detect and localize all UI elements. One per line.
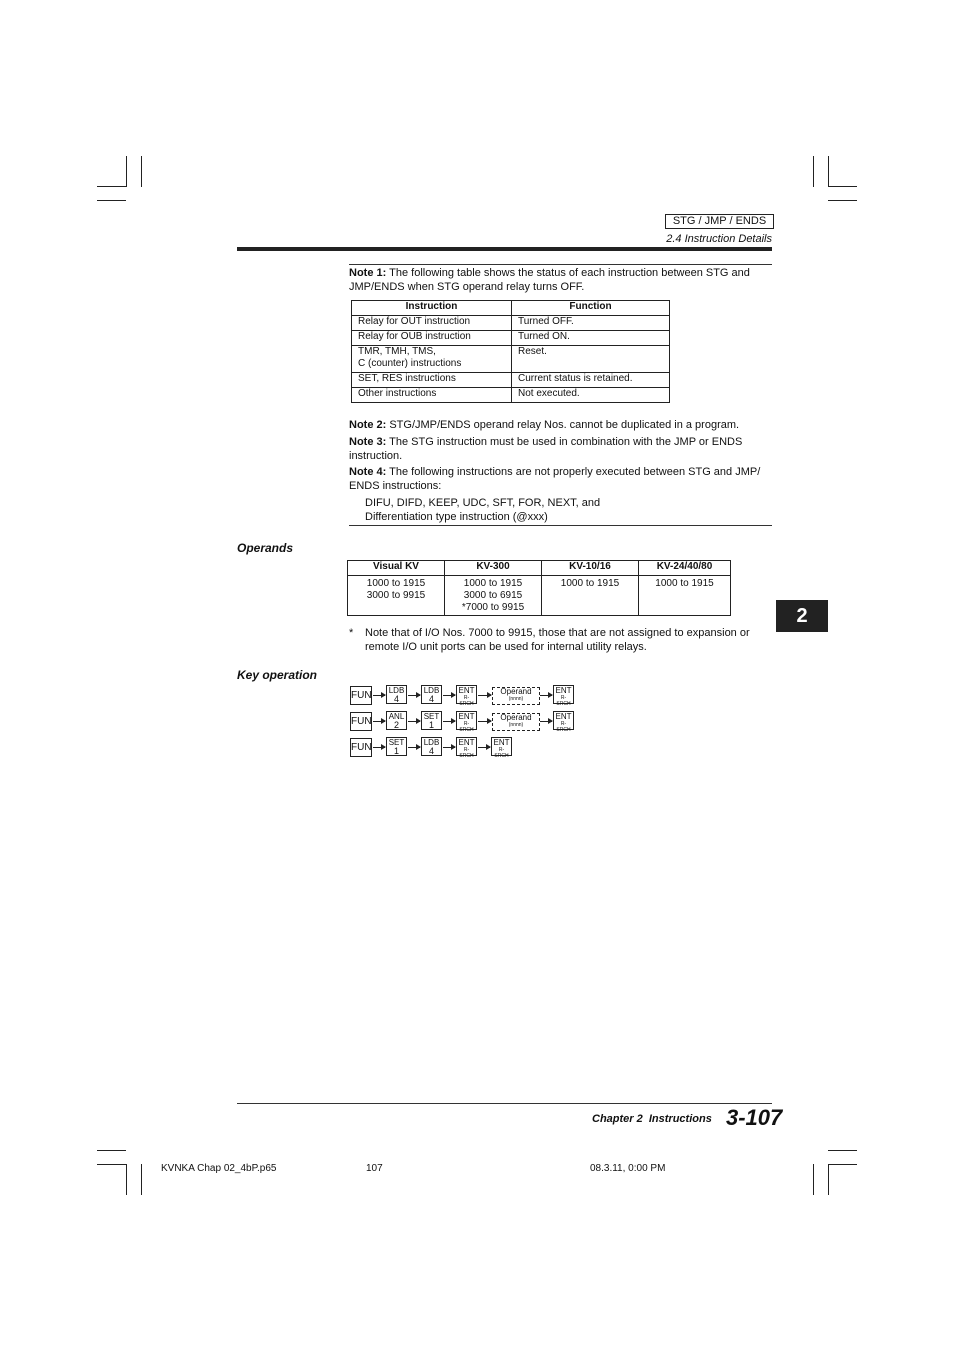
key-sub-label: R-SRCH: [494, 747, 509, 759]
footer-chapter-title: Instructions: [648, 1113, 712, 1125]
ent-key: [456, 711, 477, 733]
table-cell: 1000 to 1915: [542, 576, 639, 616]
table-header: Instruction: [352, 301, 512, 316]
key-top-label: LDB: [388, 686, 405, 695]
crop-mark: [97, 1150, 126, 1151]
key-bottom-label: 2: [393, 720, 399, 730]
crop-mark: [141, 156, 142, 187]
crop-mark: [828, 186, 857, 187]
key-bottom-label: 4: [428, 694, 434, 704]
table-cell: Turned ON.: [512, 331, 670, 346]
key-top-label: ENT: [555, 712, 572, 721]
cell-line: 3000 to 9915: [366, 590, 426, 601]
print-date: 08.3.11, 0:00 PM: [590, 1163, 666, 1174]
key-top-label: LDB: [423, 738, 440, 747]
file-name: KVNKA Chap 02_4bP.p65: [161, 1163, 277, 1174]
cell-line: 3000 to 6915: [463, 590, 523, 601]
ent-key: [456, 737, 477, 759]
note-2-text: STG/JMP/ENDS operand relay Nos. cannot be duplicated in a program.: [386, 419, 740, 431]
fun-key: FUN: [350, 712, 372, 731]
header-rule: [237, 247, 772, 251]
table-cell: Not executed.: [512, 388, 670, 403]
ent-key: [553, 711, 574, 733]
key-operation-heading: Key operation: [237, 668, 318, 682]
crop-mark: [828, 200, 857, 201]
note-2: [349, 418, 773, 432]
note-4-label: Note 4:: [349, 466, 387, 478]
note-3-label: Note 3:: [349, 436, 387, 448]
ent-key: [491, 737, 512, 759]
note-4-list-line: DIFU, DIFD, KEEP, UDC, SFT, FOR, NEXT, and: [365, 497, 601, 509]
key-sub-label: R-SRCH: [459, 695, 474, 707]
key-top-label: LDB: [423, 686, 440, 695]
table-cell: [352, 346, 512, 373]
page-number: 3-107: [726, 1105, 783, 1130]
fun-key: FUN: [350, 686, 372, 705]
table-cell: [348, 576, 445, 616]
footer-chapter-label: Chapter 2: [592, 1113, 643, 1125]
table-cell: 1000 to 1915: [639, 576, 731, 616]
cell-line: C (counter) instructions: [358, 358, 462, 369]
cell-line: TMR, TMH, TMS,: [358, 346, 436, 357]
operand-input: [492, 713, 540, 731]
operands-footnote: Note that of I/O Nos. 7000 to 9915, those that are not assigned to expansion or remote I/O unit ports can be used for internal utility relays.: [365, 627, 750, 653]
key-top-label: ANL: [388, 712, 405, 721]
operand-label: Operand: [500, 687, 532, 696]
ldb-key: [386, 685, 407, 704]
crop-mark: [97, 1164, 126, 1165]
arrow: [540, 721, 552, 722]
crop-mark: [97, 186, 126, 187]
arrow: [478, 695, 491, 696]
ent-key: [456, 685, 477, 707]
table-cell: Current status is retained.: [512, 373, 670, 388]
set-key: [421, 711, 442, 730]
table-cell: Other instructions: [352, 388, 512, 403]
crop-mark: [828, 1150, 857, 1151]
chapter-tab: 2: [776, 600, 828, 632]
print-page: 107: [366, 1163, 383, 1174]
key-top-label: ENT: [458, 738, 475, 747]
arrow: [408, 721, 420, 722]
arrow: [443, 747, 455, 748]
ent-key: [553, 685, 574, 707]
note-bottom-rule: [349, 525, 772, 526]
note-top-rule: [349, 264, 772, 265]
crop-mark: [813, 156, 814, 187]
note-4-text: The following instructions are not properly executed between STG and JMP/ ENDS instructions:: [349, 466, 761, 492]
key-top-label: ENT: [555, 686, 572, 695]
crop-mark: [828, 1164, 829, 1195]
arrow: [443, 695, 455, 696]
key-bottom-label: 4: [428, 746, 434, 756]
note-1-label: Note 1:: [349, 267, 387, 279]
table-header: Function: [512, 301, 670, 316]
footer-chapter: [592, 1113, 712, 1125]
crop-mark: [828, 156, 829, 187]
crop-mark: [97, 200, 126, 201]
note-4-list: [365, 496, 765, 524]
table-row: [352, 316, 670, 331]
fun-key: FUN: [350, 738, 372, 757]
operand-format: (nnnn): [508, 696, 524, 702]
key-sub-label: R-SRCH: [459, 747, 474, 759]
table-cell: [445, 576, 542, 616]
table-row: [352, 331, 670, 346]
arrow: [478, 747, 490, 748]
table-cell: Relay for OUB instruction: [352, 331, 512, 346]
table-row: [352, 373, 670, 388]
note-1: [349, 266, 773, 294]
key-sub-label: R-SRCH: [459, 721, 474, 733]
key-bottom-label: 1: [428, 720, 434, 730]
arrow: [408, 747, 420, 748]
crop-mark: [141, 1164, 142, 1195]
table-header: Visual KV: [348, 561, 445, 576]
crop-mark: [126, 1164, 127, 1195]
footer-rule: [237, 1103, 772, 1104]
key-sub-label: R-SRCH: [556, 721, 571, 733]
cell-line: 1000 to 1915: [366, 578, 426, 589]
note-4: [349, 465, 773, 493]
crop-mark: [126, 156, 127, 187]
operands-table: [347, 560, 731, 616]
operand-label: Operand: [500, 713, 532, 722]
arrow: [373, 747, 385, 748]
table-cell: Turned OFF.: [512, 316, 670, 331]
operand-input: [492, 687, 540, 705]
key-sub-label: R-SRCH: [556, 695, 571, 707]
key-top-label: SET: [388, 738, 405, 747]
arrow: [478, 721, 491, 722]
key-bottom-label: 4: [393, 694, 399, 704]
arrow: [540, 695, 552, 696]
status-table: [351, 300, 670, 403]
table-row: [352, 388, 670, 403]
table-header: KV-10/16: [542, 561, 639, 576]
table-row: [348, 576, 731, 616]
table-row: [352, 346, 670, 373]
note-1-text: The following table shows the status of each instruction between STG and JMP/ENDS when STG operand relay turns OFF.: [349, 267, 750, 293]
note-2-label: Note 2:: [349, 419, 387, 431]
key-top-label: ENT: [493, 738, 510, 747]
table-header: KV-24/40/80: [639, 561, 731, 576]
key-top-label: SET: [423, 712, 440, 721]
arrow: [373, 695, 385, 696]
key-top-label: ENT: [458, 686, 475, 695]
anl-key: [386, 711, 407, 730]
key-top-label: ENT: [458, 712, 475, 721]
arrow: [408, 695, 420, 696]
table-cell: Relay for OUT instruction: [352, 316, 512, 331]
arrow: [443, 721, 455, 722]
table-cell: SET, RES instructions: [352, 373, 512, 388]
note-4-list-line: Differentiation type instruction (@xxx): [365, 511, 548, 523]
section-label: STG / JMP / ENDS: [665, 214, 774, 229]
crop-mark: [828, 1164, 857, 1165]
table-header: KV-300: [445, 561, 542, 576]
cell-line: 1000 to 1915: [463, 578, 523, 589]
operand-format: (nnnn): [508, 722, 524, 728]
cell-line: *7000 to 9915: [461, 602, 525, 613]
table-cell: Reset.: [512, 346, 670, 373]
footnote-mark: *: [349, 627, 354, 639]
set-key: [386, 737, 407, 756]
note-3: [349, 435, 773, 463]
ldb-key: [421, 737, 442, 756]
crop-mark: [813, 1164, 814, 1195]
arrow: [373, 721, 385, 722]
note-3-text: The STG instruction must be used in combination with the JMP or ENDS instruction.: [349, 436, 743, 462]
key-bottom-label: 1: [393, 746, 399, 756]
subsection-title: 2.4 Instruction Details: [666, 233, 772, 245]
operands-heading: Operands: [237, 541, 294, 555]
ldb-key: [421, 685, 442, 704]
